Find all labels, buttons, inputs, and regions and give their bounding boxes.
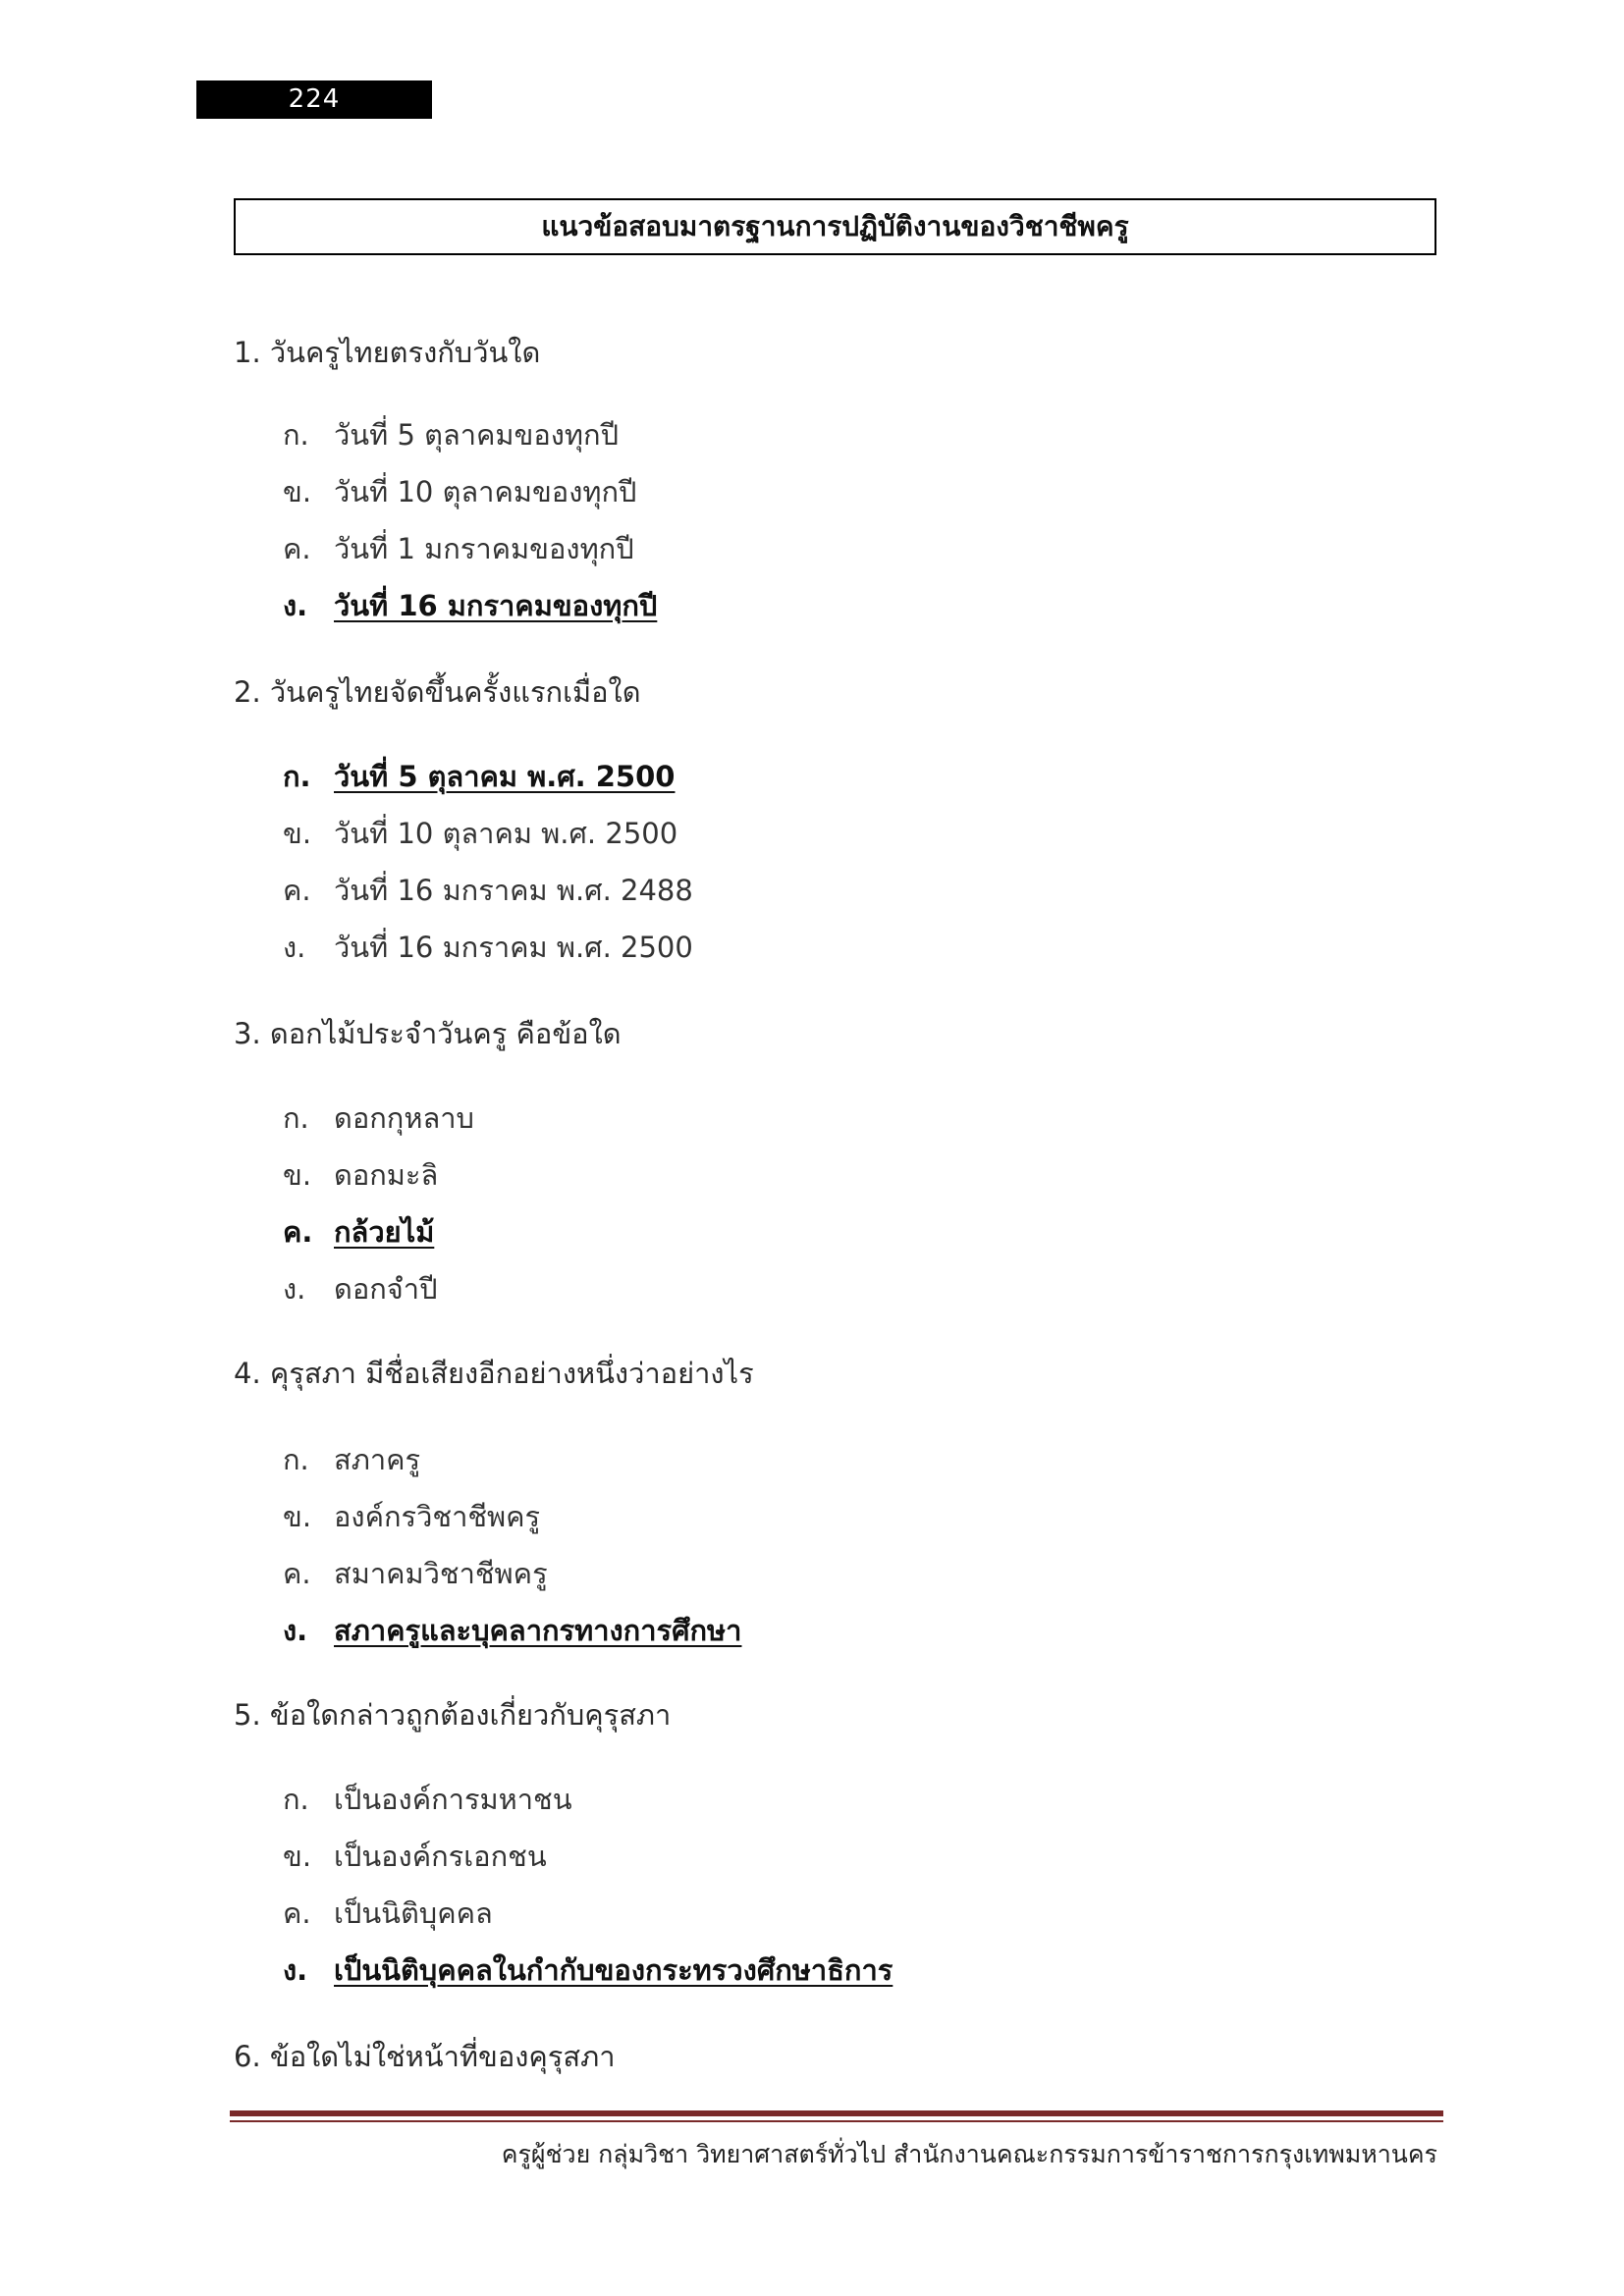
choice-letter: ค.	[283, 1215, 313, 1249]
choice-text: วันที่ 16 มกราคม พ.ศ. 2488	[334, 874, 693, 907]
choice-text: องค์กรวิชาชีพครู	[334, 1500, 541, 1533]
choice-text: เป็นนิติบุคคล	[334, 1896, 493, 1930]
choice-letter: ค.	[283, 1557, 311, 1590]
choice-3c-correct	[283, 1209, 434, 1255]
choice-text: ดอกกุหลาบ	[334, 1101, 474, 1135]
choice-letter: ค.	[283, 1896, 311, 1930]
page-number-badge	[196, 80, 432, 119]
page-title: แนวข้อสอบมาตรฐานการปฏิบัติงานของวิชาชีพครู	[541, 210, 1129, 242]
choice-text: ดอกมะลิ	[334, 1158, 439, 1192]
question-1: 1. วันครูไทยตรงกับวันใด	[234, 336, 541, 369]
choice-2c	[283, 868, 693, 913]
choice-text: วันที่ 5 ตุลาคมของทุกปี	[334, 418, 619, 452]
choice-letter: ข.	[283, 1500, 312, 1533]
choice-letter: ง.	[283, 931, 306, 964]
question-6: 6. ข้อใดไม่ใช่หน้าที่ของคุรุสภา	[234, 2040, 616, 2073]
choice-letter: ง.	[283, 1272, 306, 1306]
choice-text: ดอกจำปี	[334, 1272, 438, 1306]
question-4: 4. คุรุสภา มีชื่อเสียงอีกอย่างหนึ่งว่าอย่างไร	[234, 1357, 754, 1390]
choice-text: เป็นองค์การมหาชน	[334, 1783, 572, 1816]
choice-text: วันที่ 10 ตุลาคมของทุกปี	[334, 475, 637, 508]
choice-1c	[283, 526, 634, 571]
footer-text: ครูผู้ช่วย กลุ่มวิชา วิทยาศาสตร์ทั่วไป สำนักงานคณะกรรมการข้าราชการกรุงเทพมหานคร	[501, 2140, 1437, 2168]
choice-3a	[283, 1095, 474, 1141]
question-3: 3. ดอกไม้ประจำวันครู คือข้อใด	[234, 1017, 622, 1050]
choice-letter: ก.	[283, 1101, 309, 1135]
choice-letter: ก.	[283, 1783, 309, 1816]
choice-letter: ก.	[283, 760, 311, 793]
choice-5d-correct	[283, 1948, 893, 1993]
choice-1a	[283, 412, 619, 457]
choice-letter: ค.	[283, 874, 311, 907]
choice-1b	[283, 469, 636, 514]
choice-2d	[283, 925, 693, 970]
choice-letter: ข.	[283, 817, 312, 850]
choice-letter: ข.	[283, 1158, 312, 1192]
choice-letter: ข.	[283, 1840, 312, 1873]
choice-3b	[283, 1152, 438, 1198]
footer-divider-thick	[230, 2110, 1443, 2116]
choice-1d-correct	[283, 583, 657, 628]
choice-text: สมาคมวิชาชีพครู	[334, 1557, 548, 1590]
choice-3d	[283, 1266, 438, 1311]
footer-divider-thin	[230, 2120, 1443, 2122]
question-2: 2. วันครูไทยจัดขึ้นครั้งแรกเมื่อใด	[234, 675, 641, 709]
choice-text: วันที่ 5 ตุลาคม พ.ศ. 2500	[334, 760, 676, 793]
choice-text: วันที่ 10 ตุลาคม พ.ศ. 2500	[334, 817, 678, 850]
choice-text: สภาครูและบุคลากรทางการศึกษา	[334, 1614, 742, 1647]
choice-5c	[283, 1891, 493, 1936]
choice-letter: ง.	[283, 1953, 308, 1987]
choice-text: เป็นองค์กรเอกชน	[334, 1840, 547, 1873]
choice-text: วันที่ 16 มกราคม พ.ศ. 2500	[334, 931, 693, 964]
choice-text: สภาครู	[334, 1443, 421, 1476]
choice-letter: ง.	[283, 1614, 308, 1647]
choice-text: วันที่ 1 มกราคมของทุกปี	[334, 532, 634, 565]
page-number: 224	[288, 84, 341, 114]
question-5: 5. ข้อใดกล่าวถูกต้องเกี่ยวกับคุรุสภา	[234, 1698, 672, 1732]
choice-4d-correct	[283, 1608, 741, 1653]
page-title-box	[234, 198, 1436, 255]
choice-5b	[283, 1834, 547, 1879]
choice-text: กล้วยไม้	[334, 1215, 435, 1249]
choice-4c	[283, 1551, 548, 1596]
choice-text: วันที่ 16 มกราคมของทุกปี	[334, 589, 658, 622]
choice-letter: ง.	[283, 589, 308, 622]
choice-text: เป็นนิติบุคคลในกำกับของกระทรวงศึกษาธิการ	[334, 1953, 893, 1987]
choice-letter: ค.	[283, 532, 311, 565]
choice-letter: ก.	[283, 418, 309, 452]
choice-4a	[283, 1437, 420, 1482]
choice-letter: ข.	[283, 475, 312, 508]
choice-2a-correct	[283, 754, 675, 799]
choice-5a	[283, 1777, 572, 1822]
choice-letter: ก.	[283, 1443, 309, 1476]
choice-4b	[283, 1494, 540, 1539]
choice-2b	[283, 811, 677, 856]
